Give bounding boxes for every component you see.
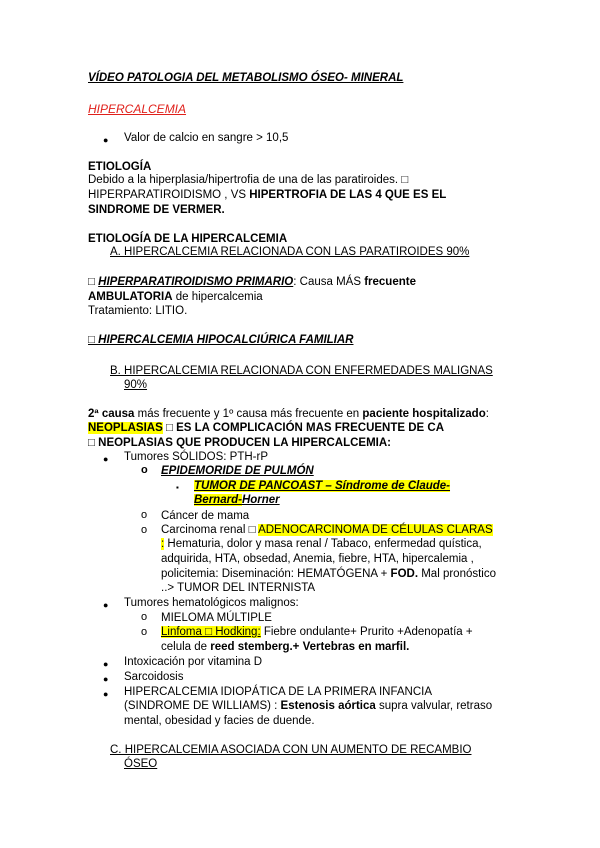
etiologia-line-3: SINDROME DE VERMER. — [88, 204, 225, 216]
sub-bullet-icon: o — [141, 611, 148, 623]
linfoma-line-1: Linfoma □ Hodking: Fiebre ondulante+ Prurito +Adenopatía + — [161, 626, 473, 638]
hipocalciurica-familiar: □ HIPERCALCEMIA HIPOCALCIÚRICA FAMILIAR — [88, 334, 354, 346]
sarcoidosis: Sarcoidosis — [124, 671, 184, 683]
carcinoma-renal-line-4: policitemia: Diseminación: HEMATÓGENA + FOD. Mal pronóstico — [161, 568, 497, 580]
etiologia-line-2: HIPERPARATIROIDISMO , VS HIPERTROFIA DE LAS 4 QUE ES EL — [88, 189, 447, 201]
neoplasias-que-producen: □ NEOPLASIAS QUE PRODUCEN LA HIPERCALCEMIA: — [88, 437, 391, 449]
bullet-icon: ● — [103, 454, 109, 464]
sub-bullet-icon: o — [141, 509, 148, 521]
item-b-line-2: 90% — [124, 379, 148, 391]
etiologia-line-1: Debido a la hiperplasia/hipertrofia de una de las paratiroides. □ — [88, 174, 409, 186]
intoxicacion-vitamina-d: Intoxicación por vitamina D — [124, 656, 263, 668]
bullet-icon: ● — [103, 135, 109, 145]
idiopatica-line-2: (SINDROME DE WILLIAMS) : Estenosis aórtica supra valvular, retraso — [124, 700, 493, 712]
cancer-mama: Cáncer de mama — [161, 510, 250, 522]
square-bullet-icon: ▪ — [176, 483, 179, 492]
carcinoma-renal-line-5: ..> TUMOR DEL INTERNISTA — [161, 582, 316, 594]
item-a: A. HIPERCALCEMIA RELACIONADA CON LAS PARATIROIDES 90% — [110, 246, 470, 258]
carcinoma-renal-line-1: Carcinoma renal □ ADENOCARCINOMA DE CÉLULAS CLARAS — [161, 524, 493, 536]
tumores-solidos: Tumores SÓLIDOS: PTH-rP — [124, 451, 268, 463]
idiopatica-line-1: HIPERCALCEMIA IDIOPÁTICA DE LA PRIMERA INFANCIA — [124, 686, 433, 698]
bullet-icon: ● — [103, 674, 109, 684]
carcinoma-renal-line-3: adquirida, HTA, obsedad, Anemia, fiebre, HTA, hipercalemia , — [161, 553, 474, 565]
primario-line-1: □ HIPERPARATIROIDISMO PRIMARIO: Causa MÁS frecuente — [88, 276, 416, 288]
doc-title: VÍDEO PATOLOGIA DEL METABOLISMO ÓSEO- MINERAL — [88, 72, 404, 84]
linfoma-line-2: celula de reed stemberg.+ Vertebras en marfil. — [161, 641, 410, 653]
etiologia-heading: ETIOLOGÍA — [88, 161, 152, 173]
epidermoide-pulmon: EPIDEMORIDE DE PULMÓN — [161, 465, 314, 477]
item-c-line-2: ÓSEO — [124, 758, 158, 770]
pancoast-line-2: Bernard-Horner — [194, 494, 280, 506]
etiologia-hipercalcemia-heading: ETIOLOGÍA DE LA HIPERCALCEMIA — [88, 233, 288, 245]
bullet-icon: ● — [103, 600, 109, 610]
bullet-icon: ● — [103, 689, 109, 699]
item-b-line-1: B. HIPERCALCEMIA RELACIONADA CON ENFERMEDADES MALIGNAS — [110, 365, 493, 377]
calcio-bullet: Valor de calcio en sangre > 10,5 — [124, 132, 289, 144]
idiopatica-line-3: mental, obesidad y facies de duende. — [124, 715, 315, 727]
sub-bullet-icon: o — [141, 524, 148, 536]
tratamiento: Tratamiento: LITIO. — [88, 305, 188, 317]
sub-bullet-icon: o — [141, 464, 148, 476]
segunda-causa: 2ª causa más frecuente y 1º causa más frecuente en paciente hospitalizado: — [88, 408, 489, 420]
item-c-line-1: C. HIPERCALCEMIA ASOCIADA CON UN AUMENTO DE RECAMBIO — [110, 744, 472, 756]
bullet-icon: ● — [103, 659, 109, 669]
sub-bullet-icon: o — [141, 626, 148, 638]
tumores-hematologicos: Tumores hematológicos malignos: — [124, 597, 299, 609]
neoplasias-line: NEOPLASIAS □ ES LA COMPLICACIÓN MAS FRECUENTE DE CA — [88, 422, 445, 434]
hipercalcemia-heading: HIPERCALCEMIA — [88, 102, 187, 116]
primario-line-2: AMBULATORIA de hipercalcemia — [88, 291, 263, 303]
pancoast-line-1: TUMOR DE PANCOAST – Síndrome de Claude- — [194, 480, 451, 492]
carcinoma-renal-line-2: : Hematuria, dolor y masa renal / Tabaco, enfermedad quística, — [161, 538, 482, 550]
mieloma-multiple: MIELOMA MÚLTIPLE — [161, 612, 272, 624]
